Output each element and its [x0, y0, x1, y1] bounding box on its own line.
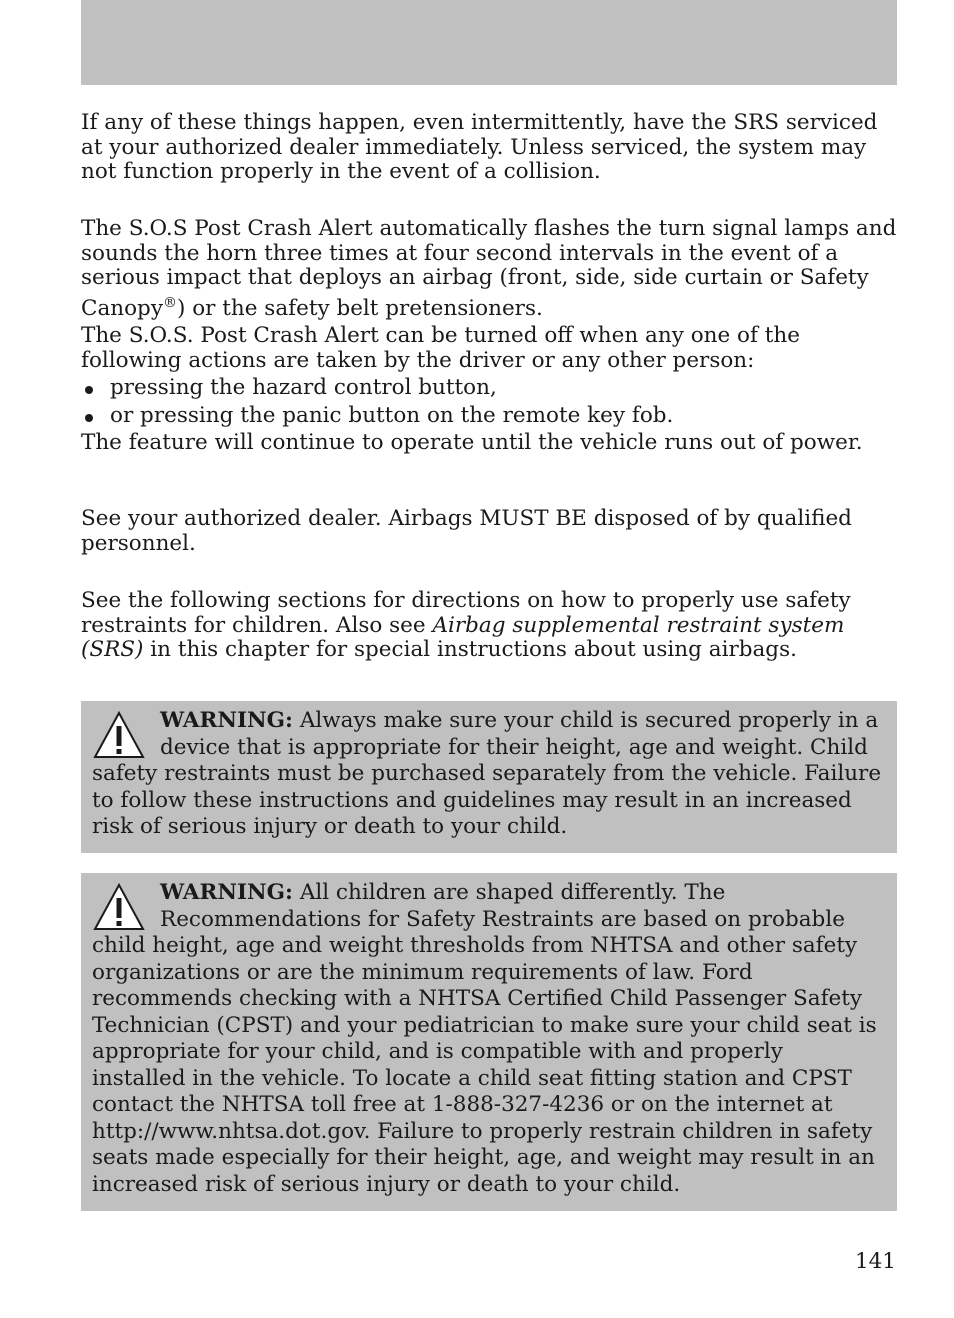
srs-service-text: If any of these things happen, even intermittently, have the SRS serviced at your authorized dealer immediately. Unless serviced, the system may not function properly in the event of a collision.: [81, 110, 878, 184]
srs-cross-reference: Airbag supplemental restraint system (SRS): [81, 612, 845, 662]
warning-box-child-shapes: [81, 873, 897, 1211]
warning-triangle-icon: [92, 882, 146, 932]
list-item-text: pressing the hazard control button,: [110, 375, 497, 401]
list-item: [81, 376, 897, 401]
bullet-icon: [85, 414, 93, 422]
warning-text: All children are shaped differently. The Recommendations for Safety Restraints are based on probable child height, age and weight thresholds from NHTSA and other safety organizations or are the minimum requirements of law. Ford recommends checking with a NHTSA Certified Child Passenger Safety Technician (CPST) and your pediatrician to make sure your child seat is appropriate for your child, and is compatible with and properly installed in the vehicle. To locate a child seat fitting station and CPST contact the NHTSA toll free at 1-888-327-4236 or on the internet at http://www.nhtsa.dot.gov. Failure to properly restrain children in safety seats made especially for their height, age, and weight may result in an increased risk of serious injury or death to your child.: [92, 880, 877, 1197]
sos-continue-paragraph: The feature will continue to operate until the vehicle runs out of power.: [81, 430, 863, 456]
warning-label: WARNING:: [160, 708, 293, 733]
warning-text: Always make sure your child is secured properly in a device that is appropriate for their height, age and weight. Child safety restraints must be purchased separately from the vehicle. Failure to follow these instructions and guidelines may result in an increased risk of serious injury or death to your child.: [92, 708, 882, 839]
disposal-paragraph: [81, 507, 897, 556]
disposal-text: See your authorized dealer. Airbags MUST BE disposed of by qualified personnel.: [81, 506, 852, 556]
warning-triangle-icon: [92, 710, 146, 760]
child-intro-end: in this chapter for special instructions about using airbags.: [143, 637, 797, 662]
child-intro-paragraph: [81, 589, 897, 663]
sos-intro-text: The S.O.S Post Crash Alert automatically flashes the turn signal lamps and sounds the horn three times at four second intervals in the event of a serious impact that deploys an airbag (front, side, side curtain or Safety Canopy: [81, 216, 897, 321]
warning-box-child-secure: [81, 701, 897, 853]
header-band: [81, 0, 897, 85]
sos-section: [81, 217, 897, 456]
srs-service-paragraph: [81, 111, 897, 185]
child-intro-start: See the following sections for directions on how to properly use safety restraints for children. Also see: [81, 588, 851, 638]
sos-off-actions-list: [81, 376, 897, 428]
sos-intro-end: ) or the safety belt pretensioners.: [176, 295, 543, 321]
page-number: 141: [854, 1249, 896, 1274]
registered-mark: ®: [162, 294, 177, 311]
sos-intro-paragraph: [81, 217, 897, 321]
list-item: [81, 404, 897, 429]
child-intro-text: [81, 589, 897, 663]
bullet-icon: [85, 386, 93, 394]
list-item-text: or pressing the panic button on the remote key fob.: [110, 402, 674, 428]
warning-label: WARNING:: [160, 880, 293, 905]
sos-off-paragraph: The S.O.S. Post Crash Alert can be turned off when any one of the following actions are taken by the driver or any other person:: [81, 323, 801, 373]
